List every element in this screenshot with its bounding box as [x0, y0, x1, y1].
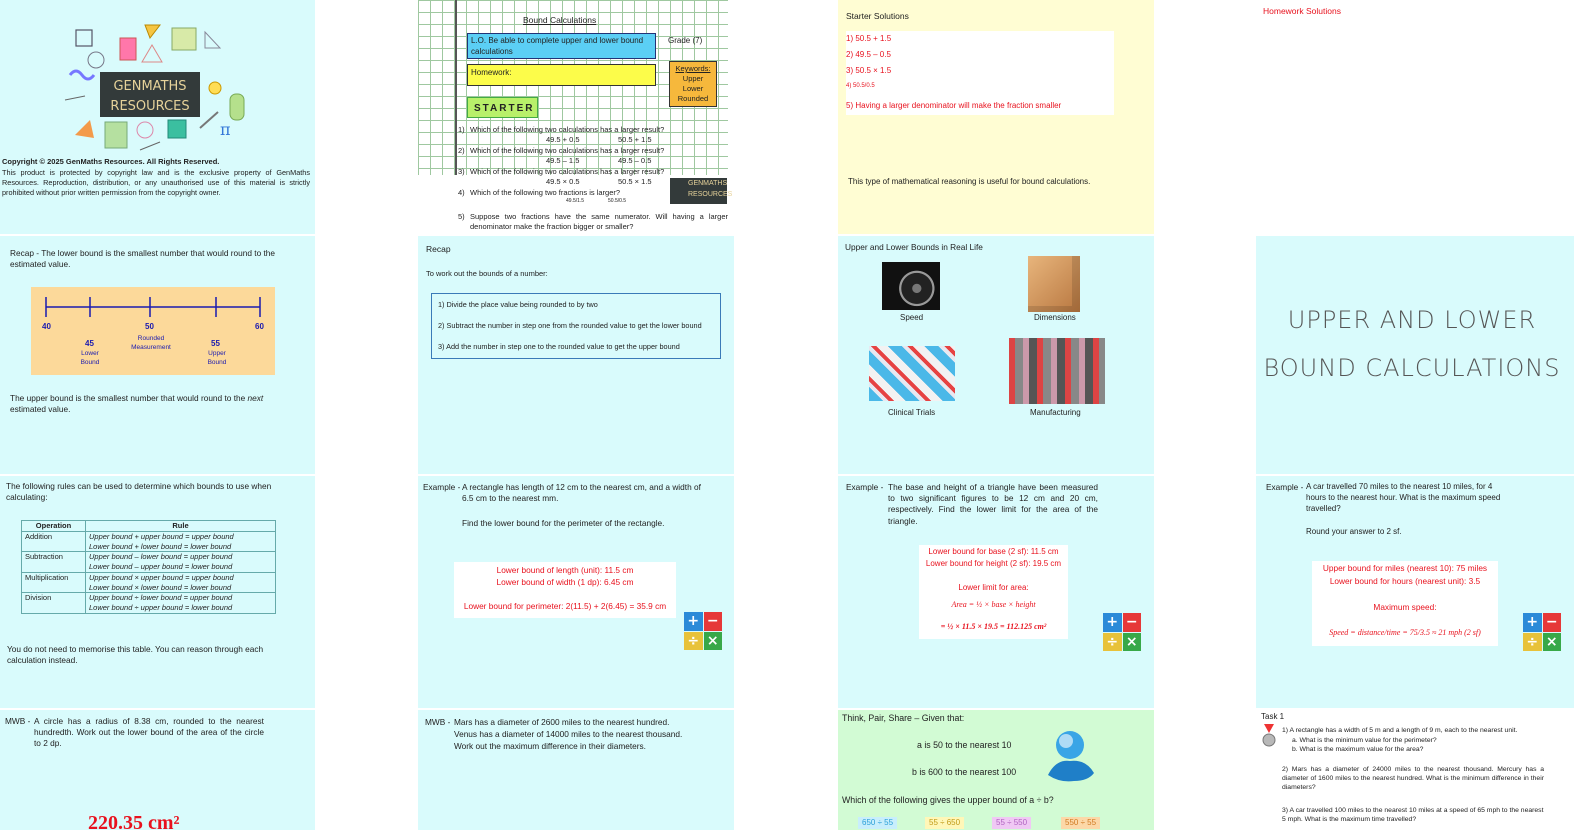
- starter-q1-b: 50.5 + 1.5: [618, 135, 652, 144]
- keywords-box: [669, 61, 717, 107]
- slide-example-triangle[interactable]: [838, 476, 1154, 708]
- starter-q5: Suppose two fractions have the same numerator. Will having a larger denominator make the fraction bigger or smaller?: [470, 212, 728, 232]
- grade-label: Grade (7): [668, 36, 703, 45]
- option-4[interactable]: 550 ÷ 55: [1061, 817, 1100, 829]
- table-row: [22, 593, 276, 614]
- option-1[interactable]: 650 ÷ 55: [858, 817, 897, 829]
- solution-2: 2) 49.5 – 0.5: [846, 50, 891, 59]
- example-label: Example -: [846, 482, 884, 492]
- slide-recap-number-line[interactable]: [0, 236, 315, 474]
- rule-division-lower: Lower bound ÷ upper bound = lower bound: [89, 603, 233, 612]
- mwb-question-1: Mars has a diameter of 2600 miles to the nearest hundred.: [454, 717, 670, 727]
- upper-text-em: next: [247, 393, 264, 403]
- rule-cell-division: [86, 593, 276, 614]
- starter-banner-label: STARTER: [474, 103, 535, 114]
- task-q1b: b. What is the maximum value for the area?: [1292, 746, 1424, 753]
- rule-subtraction-lower: Lower bound – upper bound = lower bound: [89, 562, 233, 571]
- example-question-2: Find the lower bound for the perimeter of the rectangle.: [462, 518, 665, 528]
- starter-banner: [467, 97, 538, 118]
- logo-text-top: GENMATHS: [113, 79, 187, 94]
- small-logo: [670, 178, 733, 204]
- rules-table: [21, 520, 276, 614]
- operations-icon: + − ÷ ×: [1103, 613, 1141, 651]
- real-life-title: Upper and Lower Bounds in Real Life: [845, 242, 983, 252]
- box-image: [1028, 256, 1080, 312]
- tps-given-b: b is 600 to the nearest 100: [912, 767, 1017, 777]
- slide-example-car[interactable]: [1256, 476, 1574, 708]
- grid-margin-line: [455, 0, 457, 175]
- keyword-rounded: Rounded: [677, 94, 709, 104]
- starter-q4: Which of the following two fractions is larger?: [470, 188, 621, 197]
- starter-q5-number: 5): [458, 212, 465, 221]
- homework-label: Homework:: [471, 68, 512, 77]
- rule-op-subtraction: Subtraction: [22, 552, 86, 573]
- task-title: Task 1: [1261, 712, 1285, 721]
- tps-given-a: a is 50 to the nearest 10: [917, 740, 1012, 750]
- upper-value: 55: [211, 339, 220, 348]
- starter-q3: Which of the following two calculations has a larger result?: [470, 167, 665, 176]
- tps-title: Think, Pair, Share – Given that:: [842, 713, 965, 723]
- tick-label-60: 60: [255, 322, 264, 331]
- slide-starter-solutions[interactable]: [838, 0, 1154, 234]
- speedometer-image: [882, 262, 940, 310]
- example-question: A car travelled 70 miles to the nearest 10 miles, for 4 hours to the nearest hour. What is the maximum speed travelled?: [1306, 482, 1501, 513]
- solutions-note: This type of mathematical reasoning is useful for bound calculations.: [848, 177, 1091, 186]
- example-label: Example -: [1266, 482, 1304, 492]
- starter-q2-b: 49.5 – 0.5: [618, 156, 652, 165]
- starter-q1-number: 1): [458, 125, 465, 134]
- operations-icon: + − ÷ ×: [1523, 613, 1561, 651]
- option-3[interactable]: 55 ÷ 550: [992, 817, 1031, 829]
- mwb-question-3: Work out the maximum difference in their diameters.: [454, 741, 646, 751]
- answer-line-2: Lower bound for hours (nearest unit): 3.5: [1329, 576, 1481, 586]
- learning-objective-box: [467, 33, 656, 59]
- mwb-question: A circle has a radius of 8.38 cm, rounded to the nearest hundredth. Work out the lower bound of the area of the circle to 2 dp.: [34, 716, 264, 749]
- pills-image: [869, 346, 955, 401]
- example-label: Example -: [423, 482, 461, 492]
- rules-intro: The following rules can be used to determine which bounds to use when calculating:: [6, 481, 272, 503]
- rule-addition-upper: Upper bound + upper bound = upper bound: [89, 531, 234, 541]
- table-row: [22, 572, 276, 593]
- option-2[interactable]: 55 ÷ 650: [925, 817, 964, 829]
- solution-5: 5) Having a larger denominator will make the fraction smaller: [846, 101, 1062, 110]
- keyword-upper: Upper: [682, 74, 704, 84]
- operations-icon: + − ÷ ×: [684, 612, 722, 650]
- answer-line-3: Lower limit for area:: [958, 583, 1029, 592]
- label-clinical-trials: Clinical Trials: [888, 408, 936, 417]
- keywords-title: Keywords:: [675, 64, 711, 73]
- table-row: [22, 531, 276, 552]
- task-q1a: a. What is the minimum value for the perimeter?: [1292, 737, 1437, 744]
- task-q1: 1) A rectangle has a width of 5 m and a length of 9 m, each to the nearest unit.: [1282, 727, 1518, 734]
- slide-task-1[interactable]: [1256, 710, 1574, 830]
- answer-line-3: Maximum speed:: [1373, 602, 1437, 612]
- rule-cell-multiplication: [86, 572, 276, 593]
- slide-mwb-circle[interactable]: [0, 710, 315, 830]
- title-line-1: UPPER AND LOWER: [1287, 306, 1537, 334]
- example-question: A rectangle has length of 12 cm to the nearest cm, and a width of 6.5 cm to the nearest mm.: [462, 482, 701, 504]
- answer-line-3: Lower bound for perimeter: 2(11.5) + 2(6.45) = 35.9 cm: [463, 601, 667, 611]
- mwb-label: MWB -: [5, 716, 31, 726]
- step-3: 3) Add the number in step one to the rounded value to get the upper bound: [438, 342, 680, 351]
- rule-cell-subtraction: [86, 552, 276, 573]
- small-logo-line2: RESOURCES: [688, 191, 733, 198]
- answer-line-1: Upper bound for miles (nearest 10): 75 miles: [1322, 563, 1488, 573]
- slide-think-pair-share[interactable]: [838, 710, 1154, 830]
- task-q3: 3) A car travelled 100 miles to the nearest 10 miles at a speed of 65 mph to the nearest 5 mph. What is the maximum time travelled?: [1282, 807, 1544, 824]
- answer-line-1: Lower bound for base (2 sf): 11.5 cm: [928, 547, 1059, 556]
- starter-q3-a: 49.5 × 0.5: [546, 177, 580, 186]
- answer-line-1: Lower bound of length (unit): 11.5 cm: [496, 565, 634, 575]
- copyright-title: Copyright © 2025 GenMaths Resources. All Rights Reserved.: [2, 157, 220, 166]
- rule-op-multiplication: Multiplication: [22, 572, 86, 593]
- answer-line-2: Lower bound for height (2 sf): 19.5 cm: [925, 559, 1062, 568]
- keyword-lower: Lower: [682, 84, 704, 94]
- answer-line-4: Area = ½ × base × height: [951, 600, 1036, 609]
- slide-real-life[interactable]: [838, 236, 1154, 474]
- rule-multiplication-upper: Upper bound × upper bound = upper bound: [89, 572, 234, 582]
- label-manufacturing: Manufacturing: [1030, 408, 1081, 417]
- tick-label-50: 50: [145, 322, 154, 331]
- example-question: The base and height of a triangle have been measured to two significant figures to be 12 cm and 20 cm, respectively. Find the lower limit for the area of the triangle.: [888, 482, 1098, 526]
- recap-title: Recap: [426, 244, 451, 254]
- rule-cell-addition: [86, 531, 276, 552]
- label-speed: Speed: [900, 313, 924, 322]
- solution-3: 3) 50.5 × 1.5: [846, 66, 892, 75]
- rule-op-division: Division: [22, 593, 86, 614]
- solution-1: 1) 50.5 + 1.5: [846, 34, 892, 43]
- thinking-head-icon: [1042, 727, 1098, 785]
- learning-objective: L.O. Be able to complete upper and lower bound calculations: [471, 36, 644, 56]
- starter-q3-number: 3): [458, 167, 465, 176]
- upper-text-a: The upper bound is the smallest number that would round to the: [10, 393, 248, 403]
- tick-label-40: 40: [42, 322, 51, 331]
- title-line-2: BOUND CALCULATIONS: [1263, 354, 1561, 382]
- medal-icon: [1261, 724, 1277, 750]
- starter-q4-a: 49.5/1.5: [566, 198, 585, 204]
- starter-q2-a: 49.5 – 1.5: [546, 156, 580, 165]
- slide-cover[interactable]: [0, 0, 315, 234]
- copyright-body: This product is protected by copyright law and is the exclusive property of GenMaths Resources. Reproduction, distribution, or any unauthorised use of this material is strictly prohibited without prior written permission from the copyright owner.: [2, 168, 310, 197]
- slide-title[interactable]: [1256, 236, 1574, 474]
- starter-q1-a: 49.5 + 0.5: [546, 135, 580, 144]
- table-header-operation: Operation: [22, 521, 86, 532]
- logo-text-bottom: RESOURCES: [110, 99, 190, 114]
- step-1: 1) Divide the place value being rounded to by two: [438, 300, 598, 309]
- homework-box: [467, 64, 656, 86]
- recap-upper-bound: [10, 393, 295, 415]
- number-line-panel: [31, 287, 275, 375]
- rounded-measurement-label: Rounded Measurement: [131, 335, 171, 351]
- small-logo-line1: GENMATHS: [688, 180, 728, 187]
- starter-q3-b: 50.5 × 1.5: [618, 177, 652, 186]
- mwb-question-2: Venus has a diameter of 14000 miles to the nearest thousand.: [454, 729, 683, 739]
- label-dimensions: Dimensions: [1034, 313, 1076, 322]
- lower-bound-label: Lower Bound: [80, 350, 100, 366]
- maths-icons-collage: [60, 20, 260, 155]
- answer-line-5: = ½ × 11.5 × 19.5 = 112.125 cm²: [940, 622, 1047, 631]
- starter-title: Bound Calculations: [523, 15, 597, 25]
- recap-intro: To work out the bounds of a number:: [426, 269, 548, 278]
- table-header-rule: Rule: [86, 521, 276, 532]
- step-2: 2) Subtract the number in step one from the rounded value to get the lower bound: [438, 321, 702, 330]
- table-row: [22, 552, 276, 573]
- solution-4: 4) 50.5/0.5: [846, 83, 875, 89]
- starter-q2-number: 2): [458, 146, 465, 155]
- mwb-answer: 220.35 cm²: [88, 812, 180, 830]
- example-question-2: Round your answer to 2 sf.: [1306, 527, 1402, 536]
- answer-line-2: Lower bound of width (1 dp): 6.45 cm: [496, 577, 634, 587]
- homework-solutions-title: Homework Solutions: [1263, 6, 1341, 16]
- starter-solutions-title: Starter Solutions: [846, 11, 909, 21]
- starter-q2: Which of the following two calculations has a larger result?: [470, 146, 665, 155]
- lower-value: 45: [85, 339, 94, 348]
- rule-multiplication-lower: Lower bound × lower bound = lower bound: [89, 582, 232, 592]
- slide-mwb-mars[interactable]: [418, 710, 734, 830]
- rule-op-addition: Addition: [22, 531, 86, 552]
- mwb-label: MWB -: [425, 717, 451, 727]
- recap-lower-bound: Recap - The lower bound is the smallest number that would round to the estimated value.: [10, 248, 276, 270]
- rule-subtraction-upper: Upper bound – lower bound = upper bound: [89, 552, 233, 562]
- pi-icon: π: [220, 120, 231, 139]
- answer-line-4: Speed = distance/time = 75/3.5 ≈ 21 mph (2 sf): [1329, 628, 1481, 637]
- rules-note: You do not need to memorise this table. You can reason through each calculation instead.: [7, 644, 264, 666]
- rule-addition-lower: Lower bound + lower bound = lower bound: [89, 541, 232, 551]
- task-q2: 2) Mars has a diameter of 24000 miles to the nearest thousand. Mercury has a diameter of 1600 miles to the nearest hundred. What is the minimum difference in their diameters?: [1282, 766, 1544, 792]
- rule-division-upper: Upper bound ÷ lower bound = upper bound: [89, 593, 233, 603]
- slide-recap-steps[interactable]: [418, 236, 734, 474]
- starter-q4-number: 4): [458, 188, 465, 197]
- manufacturing-image: [1009, 338, 1105, 404]
- starter-q4-b: 50.5/0.5: [608, 198, 627, 204]
- upper-text-b: estimated value.: [10, 404, 71, 415]
- upper-bound-label: Upper Bound: [207, 350, 227, 366]
- starter-q1: Which of the following two calculations has a larger result?: [470, 125, 665, 134]
- slide-homework-solutions[interactable]: [1256, 0, 1574, 234]
- tps-question: Which of the following gives the upper bound of a ÷ b?: [842, 795, 1054, 805]
- slide-rules-table[interactable]: [0, 476, 315, 708]
- slide-starter[interactable]: [418, 0, 734, 234]
- slide-example-rectangle[interactable]: [418, 476, 734, 708]
